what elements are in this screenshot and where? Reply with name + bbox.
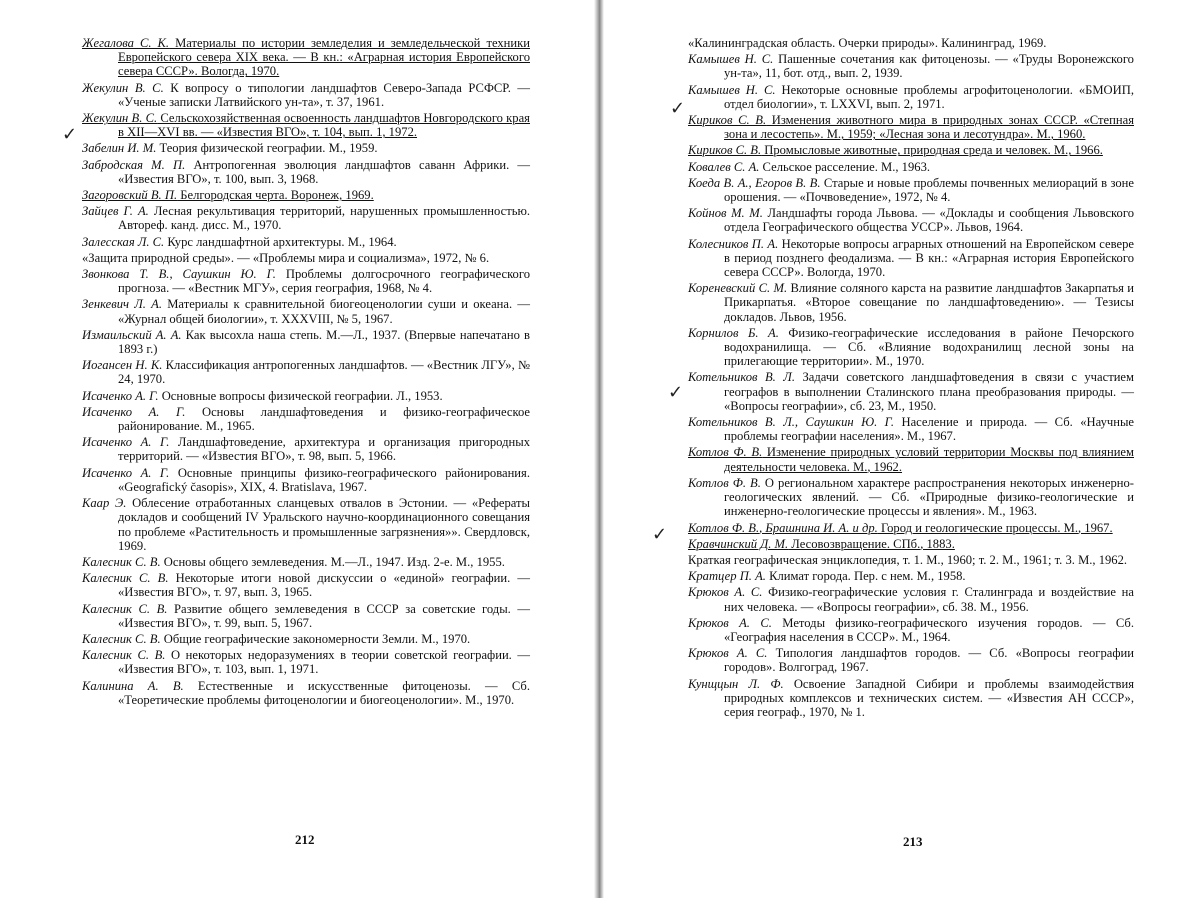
entry-author: Загоровский В. П. [82,188,178,203]
bibliography-entry [688,445,1134,473]
bibliography-entry [82,571,530,599]
entry-author: Зайцев Г. А. [82,204,149,219]
entry-author: Жекулин В. С. [82,111,158,126]
bibliography-entry [688,326,1134,369]
entry-text: Сельское расселение. М., 1963. [759,159,931,174]
right-page [688,36,1134,721]
entry-author: Калесник С. В. [82,571,169,586]
entry-text: Облесение отработанных сланцевых отвалов в Эстонии. — «Рефераты докладов и сообщений IV Уральского научно-координационного совещания по проблеме «Растительность и промышленные загрязнения»». Свердловск, 1969. [118,496,530,553]
entry-text: Основные вопросы физической географии. Л., 1953. [158,388,443,403]
bibliography-entry [688,281,1134,324]
bibliography-entry [82,267,530,295]
gutter-shadow [588,0,610,898]
entry-author: Жегалова С. К. [82,36,170,50]
entry-author: Котлов Ф. В., Брашнина И. А. и др. [688,520,878,535]
entry-text: Пашенные сочетания как фитоценозы. — «Труды Воронежского ун-та», 11, бот. отд., вып. 2, 1939. [724,52,1134,81]
bibliography-entry [688,370,1134,413]
checkmark-icon: ✓ [652,524,668,545]
entry-text: Ландшафтоведение, архитектура и организация пригородных территорий. — «Известия ВГО», т. 98, вып. 5, 1966. [118,435,530,464]
page-number-right: 213 [903,834,923,849]
entry-author: Крюков А. С. [688,585,763,600]
entry-text: Изменения животного мира в природных зонах СССР. «Степная зона и лесостепь». М., 1959; «Лесная зона и лесотундра». М., 1960. [724,113,1134,142]
entry-text: Курс ландшафтной архитектуры. М., 1964. [164,234,397,249]
page-number-left: 212 [295,832,315,847]
entry-author: Каар Э. [82,496,127,511]
bibliography-entry [688,415,1134,443]
bibliography-entry [688,237,1134,280]
bibliography-entry [82,679,530,707]
bibliography-entry [688,585,1134,613]
entry-text: Материалы по истории земледелия и земледельческой техники Европейского севера XIX века. — В кн.: «Аграрная история Европейского севера СССР». Вологда, 1970. [118,36,530,79]
entry-author: Иогансен Н. К. [82,358,163,373]
entry-text: Лесовозвращение. СПб., 1883. [788,536,955,551]
entry-author: Котлов Ф. В. [688,475,761,490]
bibliography-entry [688,616,1134,644]
bibliography-entry [82,36,530,79]
bibliography-entry [82,602,530,630]
bibliography-entry [688,646,1134,674]
bibliography-entry [82,435,530,463]
bibliography-entry [688,83,1134,111]
bibliography-entry [688,176,1134,204]
bibliography-entry [688,206,1134,234]
entry-author: Исаченко А. Г. [82,465,170,480]
entry-text: Некоторые основные проблемы агрофитоценологии. «БМОИП, отдел биологии», т. LXXVI, вып. 2, 1971. [724,82,1134,111]
entry-text: Белгородская черта. Воронеж, 1969. [177,188,374,203]
entry-text: Старые и новые проблемы почвенных мелиораций в зоне орошения. — «Почвоведение», 1972, № 4. [724,175,1134,205]
entry-text: Некоторые вопросы аграрных отношений на Европейском севере в период позднего феодализма. — В кн.: «Аграрная история Европейского севера СССР». Вологда, 1970. [724,236,1134,280]
entry-author: Кириков С. В. [688,143,762,158]
entry-author: Кратцер П. А. [688,569,766,584]
bibliography-entry [82,158,530,186]
bibliography-entry [82,81,530,109]
entry-author: Исаченко А. Г. [82,404,186,419]
bibliography-entry [82,496,530,553]
bibliography-entry [82,188,530,202]
entry-text: Задачи советского ландшафтоведения в связи с участием географов в выполнении Сталинского плана преобразования природы. — «Вопросы географии», сб. 23, М., 1950. [724,370,1134,413]
entry-author: Корнилов Б. А. [688,325,779,340]
entry-author: Кореневский С. М. [688,281,788,296]
entry-text: Изменение природных условий территории Москвы под влиянием деятельности человека. М., 1962. [724,445,1134,474]
entry-text: Город и геологические процессы. М., 1967. [877,520,1113,535]
entry-author: Калесник С. В. [82,554,161,569]
entry-author: Койнов М. М. [688,206,763,221]
bibliography-entry [82,555,530,569]
entry-text: Основы общего землеведения. М.—Л., 1947. Изд. 2-е. М., 1955. [160,554,505,569]
entry-text: Сельскохозяйственная освоенность ландшафтов Новгородского края в XII—XVI вв. — «Известия ВГО», т. 104, вып. 1, 1972. [118,111,530,140]
left-page [82,36,530,709]
bibliography-entry [688,52,1134,80]
entry-text: Общие географические закономерности Земли. М., 1970. [160,631,471,646]
entry-author: Кириков С. В. [688,113,767,128]
bibliography-entry [688,36,1134,50]
entry-text: Как высохла наша степь. М.—Л., 1937. (Впервые напечатано в 1893 г.) [118,327,530,357]
entry-text: Основные принципы физико-географического районирования. «Geografický časopis», XIX, 4. Bratislava, 1967. [118,465,530,494]
entry-text: Классификация антропогенных ландшафтов. — «Вестник ЛГУ», № 24, 1970. [118,358,530,387]
entry-text: К вопросу о типологии ландшафтов Северо-Запада РСФСР. — «Ученые записки Латвийского ун-та», т. 37, 1961. [118,80,530,109]
entry-author: Зенкевич Л. А. [82,297,162,312]
bibliography-entry [82,141,530,155]
checkmark-icon: ✓ [670,98,686,119]
entry-text: Некоторые итоги новой дискуссии о «единой» географии. — «Известия ВГО», т. 97, вып. 3, 1965. [118,571,530,600]
checkmark-icon: ✓ [62,124,78,145]
entry-author: Ковалев С. А. [688,159,760,174]
entry-author: Забродская М. П. [82,157,186,172]
bibliography-entry [82,466,530,494]
entry-text: «Защита природной среды». — «Проблемы мира и социализма», 1972, № 6. [82,250,490,265]
bibliography-entry [82,251,530,265]
entry-text: О некоторых недоразумениях в теории советской географии. — «Известия ВГО», т. 103, вып. 1, 1971. [118,648,530,677]
bibliography-entry [688,537,1134,551]
entry-text: О региональном характере распространения некоторых инженерно-геологических явлений. — Сб. «Природные физико-геологические и инженерно-геологические процессы и явления». М., 1963. [724,475,1134,519]
entry-author: Коеда В. А., Егоров В. В. [688,175,821,190]
entry-text: Естественные и искусственные фитоценозы. — Сб. «Теоретические проблемы фитоценологии и биогеоценологии». М., 1970. [118,678,530,707]
entry-text: Материалы к сравнительной биогеоценологии суши и океана. — «Журнал общей биологии», т. XXXVIII, № 5, 1967. [118,297,530,326]
bibliography-entry [82,389,530,403]
entry-author: Калесник С. В. [82,648,166,663]
bibliography-entry [688,553,1134,567]
bibliography-entry [82,632,530,646]
entry-text: Методы физико-географического изучения городов. — Сб. «География населения в СССР». М., 1964. [724,615,1134,644]
entry-text: Лесная рекультивация территорий, нарушенных промышленностью. Автореф. канд. дисс. М., 1970. [118,204,530,233]
entry-text: Основы ландшафтоведения и физико-географическое районирование. М., 1965. [118,404,531,434]
entry-author: Камышев Н. С. [688,52,774,67]
bibliography-entry [82,405,530,433]
entry-author: Калесник С. В. [82,631,161,646]
entry-author: Кравчинский Д. М. [688,536,789,551]
entry-author: Крюков А. С. [688,615,772,630]
entry-text: Ландшафты города Львова. — «Доклады и сообщения Львовского отдела Географического общества УССР». Львов, 1964. [724,206,1134,235]
bibliography-entry [688,160,1134,174]
entry-author: Звонкова Т. В., Саушкин Ю. Г. [82,267,276,282]
entry-text: Антропогенная эволюция ландшафтов саванн Африки. — «Известия ВГО», т. 100, вып. 3, 1968. [118,157,531,186]
bibliography-entry [688,569,1134,583]
entry-text: Промысловые животные, природная среда и человек. М., 1966. [761,143,1103,158]
entry-author: Котельников В. Л. [688,370,795,385]
entry-text: Типология ландшафтов городов. — Сб. «Вопросы географии городов». Волгоград, 1967. [724,646,1134,675]
bibliography-entry [82,297,530,325]
entry-author: Калинина А. В. [82,678,184,693]
entry-author: Колесников П. А. [688,236,779,251]
entry-text: «Калининградская область. Очерки природы». Калининград, 1969. [688,36,1047,50]
bibliography-entry [688,143,1134,157]
entry-text: Климат города. Пер. с нем. М., 1958. [765,569,966,584]
entry-text: Развитие общего землеведения в СССР за советские годы. — «Известия ВГО», т. 99, вып. 5, 1967. [118,601,530,630]
bibliography-entry [688,677,1134,720]
entry-author: Калесник С. В. [82,601,168,616]
entry-author: Жекулин В. С. [82,80,164,95]
entry-author: Исаченко А. Г. [82,388,159,403]
bibliography-entry [688,476,1134,519]
entry-author: Забелин И. М. [82,141,157,156]
entry-author: Котлов Ф. В. [688,445,763,460]
bibliography-entry [688,521,1134,535]
entry-author: Измаильский А. А. [82,327,182,342]
entry-text: Освоение Западной Сибири и проблемы взаимодействия природных комплексов и технических систем. — «Известия АН СССР», серия географ., 1970, № 1. [724,676,1134,719]
entry-author: Котельников В. Л., Саушкин Ю. Г. [688,415,895,430]
entry-text: Влияние соляного карста на развитие ландшафтов Закарпатья и Прикарпатья. «Второе совещание по ландшафтоведению». — Тезисы докладов. Львов, 1956. [724,281,1134,324]
entry-text: Теория физической географии. М., 1959. [156,141,378,156]
bibliography-entry [688,113,1134,141]
entry-text: Население и природа. — Сб. «Научные проблемы географии населения». М., 1967. [724,415,1134,444]
entry-author: Крюков А. С. [688,646,768,661]
entry-author: Кунщцын Л. Ф. [688,676,784,691]
entry-text: Краткая географическая энциклопедия, т. 1. М., 1960; т. 2. М., 1961; т. 3. М., 1962. [688,552,1128,567]
bibliography-entry [82,111,530,139]
bibliography-entry [82,235,530,249]
entry-text: Физико-географические исследования в районе Печорского водохранилища. — Сб. «Влияние водохранилищ лесной зоны на прилегающие территории». М., 1970. [724,325,1134,369]
entry-author: Залесская Л. С. [82,234,165,249]
bibliography-entry [82,204,530,232]
checkmark-icon: ✓ [668,382,684,403]
entry-text: Физико-географические условия г. Сталинграда и воздействие на них человека. — «Вопросы географии», сб. 38. М., 1956. [724,585,1134,614]
entry-text: Проблемы долгосрочного географического прогноза. — «Вестник МГУ», серия география, 1968, № 4. [118,267,530,296]
entry-author: Исаченко А. Г. [82,435,170,450]
bibliography-entry [82,358,530,386]
bibliography-entry [82,648,530,676]
entry-author: Камышев Н. С. [688,82,776,97]
bibliography-entry [82,328,530,356]
